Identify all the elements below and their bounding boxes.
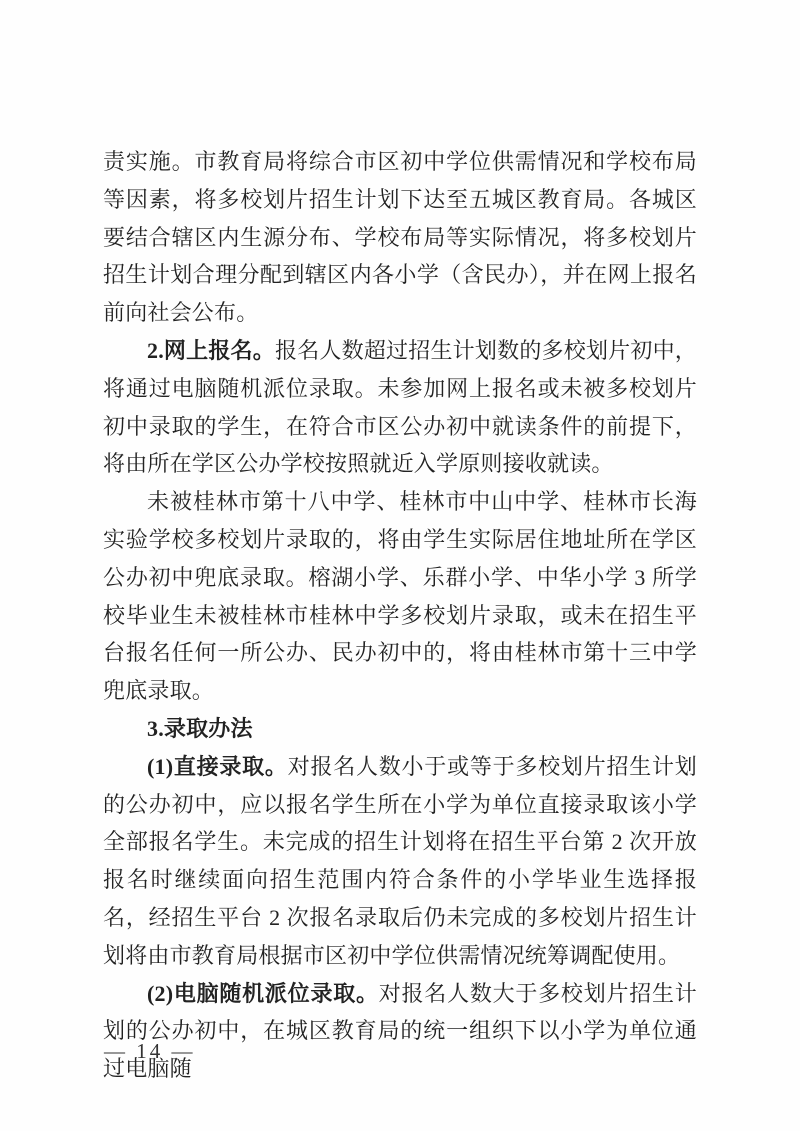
- paragraph: [103, 975, 697, 1088]
- paragraph-text: 对报名人数小于或等于多校划片招生计划的公办初中，应以报名学生所在小学为单位直接录取该小学全部报名学生。未完成的招生计划将在招生平台第 2 次开放报名时继续面向招生范围内符合条件的小学毕业生选择报名，经招生平台 2 次报名录取后仍未完成的多校划片招生计划将由市教育局根据市区初中学位供需情况统筹调配使用。: [103, 753, 697, 968]
- paragraph-text: 责实施。市教育局将综合市区初中学位供需情况和学校布局等因素，将多校划片招生计划下达至五城区教育局。各城区要结合辖区内生源分布、学校布局等实际情况，将多校划片招生计划合理分配到辖区内各小学（含民办），并在网上报名前向社会公布。: [103, 149, 697, 326]
- paragraph-text: 3.录取办法: [147, 715, 253, 741]
- page-number: — 14 —: [104, 1039, 196, 1063]
- paragraph-text: 未被桂林市第十八中学、桂林市中山中学、桂林市长海实验学校多校划片录取的，将由学生实际居住地址所在学区公办初中兜底录取。榕湖小学、乐群小学、中华小学 3 所学校毕业生未被桂林市桂林中学多校划片录取，或未在招生平台报名任何一所公办、民办初中的，将由桂林市第十三中学兜底录取。: [103, 489, 697, 704]
- paragraph-text: 报名人数超过招生计划数的多校划片初中，将通过电脑随机派位录取。未参加网上报名或未被多校划片初中录取的学生，在符合市区公办初中就读条件的前提下，将由所在学区公办学校按照就近入学原则接收就读。: [103, 337, 697, 477]
- paragraph-lead: (1)直接录取。: [147, 753, 288, 779]
- paragraph-text: 对报名人数大于多校划片招生计划的公办初中，在城区教育局的统一组织下以小学为单位通过电脑随: [103, 980, 697, 1082]
- paragraph: [103, 143, 697, 332]
- paragraph-lead: 2.网上报名。: [147, 337, 275, 363]
- paragraph: [103, 483, 697, 710]
- paragraph-lead: (2)电脑随机派位录取。: [147, 980, 379, 1006]
- paragraph: [103, 748, 697, 975]
- document-body: [103, 143, 697, 1088]
- paragraph: [103, 332, 697, 483]
- paragraph: [103, 710, 697, 748]
